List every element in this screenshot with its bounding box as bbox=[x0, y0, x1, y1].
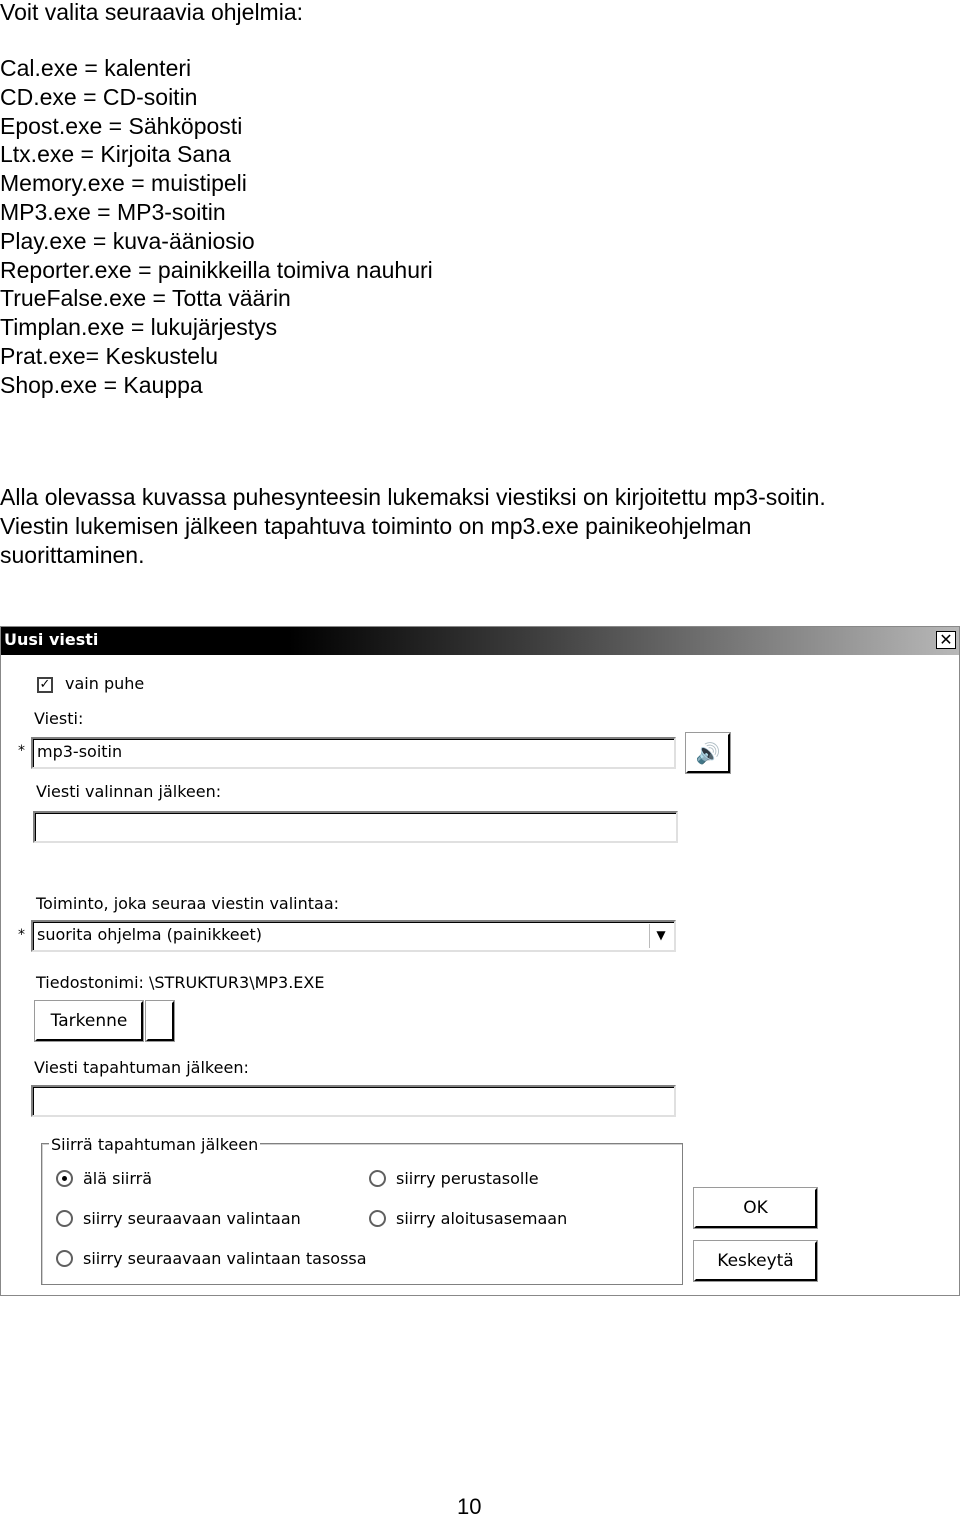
filename-text: Tiedostonimi: \STRUKTUR3\MP3.EXE bbox=[36, 973, 325, 992]
speaker-icon: 🔊 bbox=[695, 741, 721, 765]
description-paragraph bbox=[0, 483, 826, 570]
dialog-titlebar bbox=[1, 627, 959, 655]
close-button[interactable] bbox=[936, 631, 956, 649]
required-mark: * bbox=[18, 927, 25, 943]
description-line: Viestin lukemisen jälkeen tapahtuva toiminto on mp3.exe painikeohjelman bbox=[0, 513, 752, 539]
intro-heading: Voit valita seuraavia ohjelmia: bbox=[0, 0, 303, 25]
list-item: Ltx.exe = Kirjoita Sana bbox=[0, 141, 231, 168]
program-list bbox=[0, 54, 433, 400]
radio-base-level[interactable] bbox=[369, 1170, 386, 1187]
close-icon: ✕ bbox=[939, 630, 953, 649]
list-item: Shop.exe = Kauppa bbox=[0, 371, 203, 398]
list-item: TrueFalse.exe = Totta väärin bbox=[0, 285, 291, 312]
speak-button[interactable] bbox=[686, 733, 730, 773]
radio-label: siirry seuraavaan valintaan bbox=[83, 1209, 301, 1228]
vain-puhe-checkbox[interactable]: ✓ bbox=[37, 677, 53, 693]
radio-start-position[interactable] bbox=[369, 1210, 386, 1227]
after-event-input[interactable] bbox=[31, 1085, 676, 1117]
list-item: CD.exe = CD-soitin bbox=[0, 83, 198, 110]
tarkenne-button[interactable] bbox=[35, 1001, 143, 1041]
vain-puhe-label: vain puhe bbox=[65, 674, 145, 693]
radio-next-selection-level[interactable] bbox=[56, 1250, 73, 1267]
tarkenne-extra-button[interactable] bbox=[146, 1001, 174, 1041]
viesti-label: Viesti: bbox=[34, 709, 84, 728]
ok-label: OK bbox=[743, 1198, 768, 1218]
ok-button[interactable] bbox=[694, 1188, 817, 1228]
chevron-down-icon[interactable]: ▼ bbox=[649, 924, 672, 948]
description-line: suorittaminen. bbox=[0, 542, 145, 568]
list-item: Timplan.exe = lukujärjestys bbox=[0, 314, 278, 341]
list-item: Memory.exe = muistipeli bbox=[0, 170, 247, 197]
radio-label: älä siirrä bbox=[83, 1169, 153, 1188]
dialog-title: Uusi viesti bbox=[4, 630, 99, 649]
cancel-label: Keskeytä bbox=[717, 1251, 794, 1271]
page-number: 10 bbox=[457, 1494, 482, 1519]
action-select[interactable] bbox=[31, 920, 676, 952]
tarkenne-label: Tarkenne bbox=[50, 1011, 128, 1031]
required-mark: * bbox=[18, 743, 25, 759]
action-value: suorita ohjelma (painikkeet) bbox=[37, 925, 262, 944]
viesti-value: mp3-soitin bbox=[37, 742, 123, 761]
list-item: Reporter.exe = painikkeilla toimiva nauhuri bbox=[0, 256, 433, 283]
radio-label: siirry perustasolle bbox=[396, 1169, 539, 1188]
list-item: Epost.exe = Sähköposti bbox=[0, 112, 243, 139]
list-item: Play.exe = kuva-ääniosio bbox=[0, 227, 255, 254]
list-item: Prat.exe= Keskustelu bbox=[0, 342, 218, 369]
radio-ala-siirra[interactable] bbox=[56, 1170, 73, 1187]
group-label: Siirrä tapahtuman jälkeen bbox=[51, 1135, 259, 1154]
radio-label: siirry seuraavaan valintaan tasossa bbox=[83, 1249, 367, 1268]
after-event-label: Viesti tapahtuman jälkeen: bbox=[34, 1058, 249, 1077]
action-label: Toiminto, joka seuraa viestin valintaa: bbox=[36, 894, 340, 913]
after-selection-input[interactable] bbox=[33, 811, 678, 843]
viesti-input[interactable] bbox=[31, 737, 676, 769]
cancel-button[interactable] bbox=[694, 1241, 817, 1281]
radio-label: siirry aloitusasemaan bbox=[396, 1209, 568, 1228]
new-message-dialog bbox=[0, 626, 960, 1296]
description-line: Alla olevassa kuvassa puhesynteesin lukemaksi viestiksi on kirjoitettu mp3-soitin. bbox=[0, 484, 826, 510]
list-item: Cal.exe = kalenteri bbox=[0, 55, 192, 81]
list-item: MP3.exe = MP3-soitin bbox=[0, 198, 226, 225]
radio-next-selection[interactable] bbox=[56, 1210, 73, 1227]
after-selection-label: Viesti valinnan jälkeen: bbox=[36, 782, 222, 801]
